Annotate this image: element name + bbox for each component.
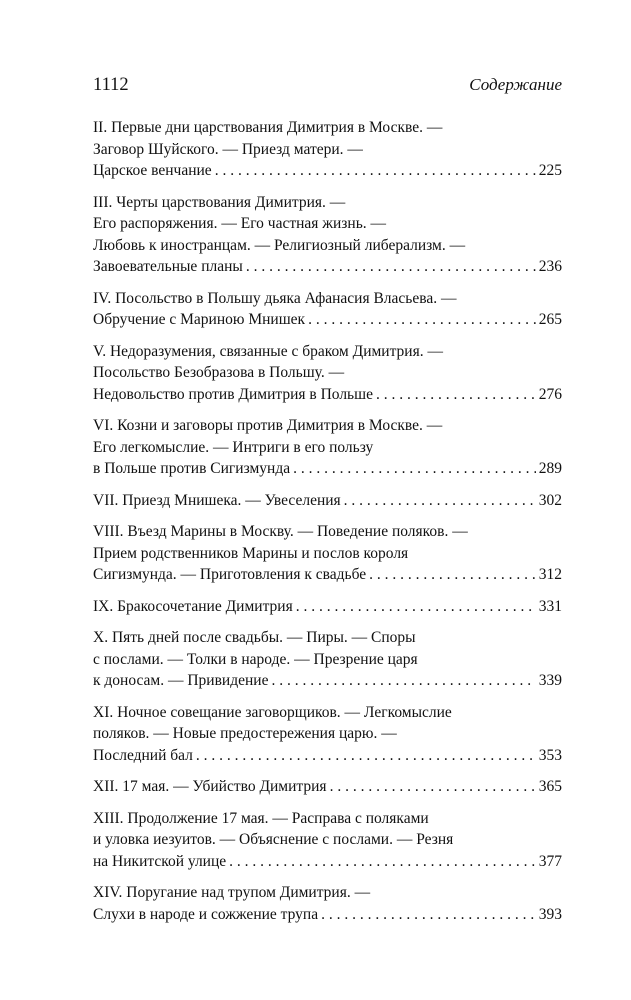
dot-leader <box>296 596 536 618</box>
toc-page-number: 225 <box>538 162 562 179</box>
toc-entry-final-line <box>93 564 562 586</box>
toc-entry <box>93 596 562 618</box>
dot-leader <box>369 564 536 586</box>
page-header <box>93 73 562 97</box>
toc-entry <box>93 776 562 798</box>
toc-page-number: 339 <box>538 672 562 689</box>
dot-leader <box>246 256 536 278</box>
dot-leader <box>229 851 536 873</box>
toc-entry-line: на Никитской улице <box>93 852 227 870</box>
toc-entry-line: Последний бал <box>93 746 193 764</box>
toc-entry-line: IX. Бракосочетание Димитрия <box>93 597 293 615</box>
toc-page-number: 276 <box>538 385 562 403</box>
dot-leader <box>344 490 536 512</box>
toc-entry-final-line <box>93 851 562 873</box>
toc-page-number: 365 <box>538 778 562 795</box>
toc-entry-line: III. Черты царствования Димитрия. — <box>93 193 346 211</box>
toc-entry-final-line <box>93 309 562 331</box>
toc-entry-line: в Польше против Сигизмунда <box>93 460 291 477</box>
toc-entry <box>93 117 562 182</box>
toc-entry-final-line <box>93 596 562 618</box>
toc-page-number: 265 <box>538 311 562 328</box>
dot-leader <box>196 745 536 767</box>
toc-entry-final-line <box>93 670 562 692</box>
dot-leader <box>308 309 536 331</box>
toc-entry-line: Заговор Шуйского. — Приезд матери. — <box>93 140 363 158</box>
dot-leader <box>271 670 535 692</box>
toc-entry-line: Сигизмунда. — Приготовления к свадьбе <box>93 566 367 583</box>
toc-page-number: 289 <box>538 460 562 477</box>
toc-entry-final-line <box>93 160 562 182</box>
toc-page-number: 393 <box>538 905 562 923</box>
toc-entry <box>93 521 562 586</box>
toc-page-number: 312 <box>538 566 562 583</box>
toc-entry-line: XIV. Поругание над трупом Димитрия. — <box>93 884 371 901</box>
toc-entry-line: VI. Козни и заговоры против Димитрия в Москве. — <box>93 417 443 434</box>
toc-entry-final-line <box>93 256 562 278</box>
toc-entry-line: XII. 17 мая. — Убийство Димитрия <box>93 778 327 795</box>
toc-page-number: 353 <box>538 746 562 764</box>
toc-entry <box>93 702 562 767</box>
toc-entry-line: Слухи в народе и сожжение трупа <box>93 905 319 923</box>
toc-entry <box>93 415 562 480</box>
toc-entry-line: Его легкомыслие. — Интриги в его пользу <box>93 438 374 456</box>
toc-entry <box>93 288 562 331</box>
toc-entry <box>93 808 562 873</box>
toc-entry-line: Завоевательные планы <box>93 258 243 275</box>
toc-entry-line: VIII. Въезд Марины в Москву. — Поведение поляков. — <box>93 523 468 540</box>
toc-entry-line: Недовольство против Димитрия в Польше <box>93 385 373 403</box>
toc-entry-line: с послами. — Толки в народе. — Презрение царя <box>93 650 418 668</box>
toc-entry-final-line <box>93 458 562 480</box>
toc-entry-line: Прием родственников Марины и послов короля <box>93 544 409 562</box>
toc-page-number: 377 <box>538 852 562 870</box>
page-number: 1112 <box>93 75 129 95</box>
toc-entry-line: IV. Посольство в Польшу дьяка Афанасия Власьева. — <box>93 289 457 307</box>
toc-entry <box>93 882 562 925</box>
toc-entry-line: XI. Ночное совещание заговорщиков. — Легкомыслие <box>93 703 452 721</box>
dot-leader <box>376 384 536 406</box>
dot-leader <box>215 160 536 182</box>
toc-entry-final-line <box>93 384 562 406</box>
toc-entry-line: X. Пять дней после свадьбы. — Пиры. — Споры <box>93 629 416 646</box>
toc-page-number: 236 <box>538 258 562 275</box>
toc-entry <box>93 627 562 692</box>
running-head: Содержание <box>469 75 562 94</box>
toc-entry-final-line <box>93 904 562 926</box>
toc-entry-line: Любовь к иностранцам. — Религиозный либерализм. — <box>93 236 466 254</box>
toc-entry-line: V. Недоразумения, связанные с браком Димитрия. — <box>93 342 443 360</box>
toc-entry-line: Царское венчание <box>93 162 212 179</box>
toc-entry <box>93 341 562 406</box>
toc-entry-line: Обручение с Мариною Мнишек <box>93 311 306 328</box>
toc-entry-line: Посольство Безобразова в Польшу. — <box>93 364 345 381</box>
toc-entry-line: XIII. Продолжение 17 мая. — Расправа с поляками <box>93 809 429 827</box>
table-of-contents <box>93 117 562 935</box>
toc-page-number: 302 <box>538 491 562 509</box>
toc-entry-line: VII. Приезд Мнишека. — Увеселения <box>93 491 341 509</box>
dot-leader <box>293 458 536 480</box>
toc-entry-final-line <box>93 490 562 512</box>
toc-entry-line: II. Первые дни царствования Димитрия в Москве. — <box>93 119 443 136</box>
toc-entry-line: к доносам. — Привидение <box>93 672 269 689</box>
toc-page-number: 331 <box>538 597 562 615</box>
toc-entry-line: поляков. — Новые предостережения царю. — <box>93 725 397 742</box>
toc-entry-final-line <box>93 745 562 767</box>
toc-entry-line: и уловка иезуитов. — Объяснение с послами. — Резня <box>93 831 454 848</box>
dot-leader <box>321 904 536 926</box>
toc-entry-line: Его распоряжения. — Его частная жизнь. — <box>93 215 387 232</box>
toc-entry-final-line <box>93 776 562 798</box>
toc-entry <box>93 490 562 512</box>
toc-entry <box>93 192 562 278</box>
dot-leader <box>330 776 536 798</box>
